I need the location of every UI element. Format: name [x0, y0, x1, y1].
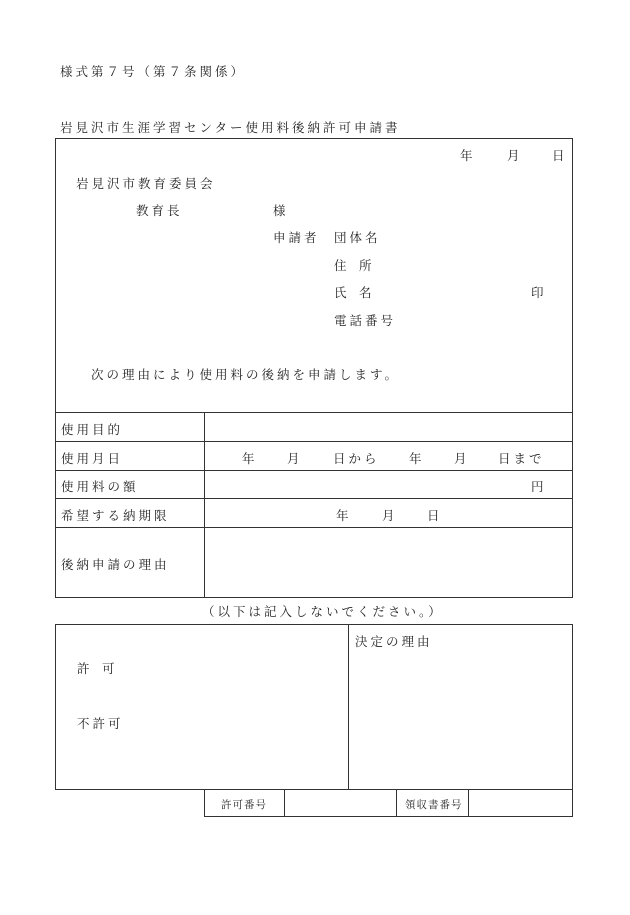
row-reason-label: 後納申請の理由	[61, 557, 170, 572]
row-deadline-label: 希望する納期限	[61, 508, 170, 523]
fee-unit: 円	[531, 479, 544, 494]
page-title: 岩見沢市生涯学習センター使用料後納許可申請書	[60, 120, 401, 135]
date-year-label: 年	[460, 148, 473, 163]
row-usage-date-label: 使用月日	[61, 451, 124, 466]
deadline-day: 日	[427, 508, 440, 523]
decision-reason-label: 決定の理由	[355, 634, 433, 649]
applicant-label: 申請者	[273, 230, 320, 245]
phone-label: 電話番号	[334, 313, 397, 328]
seal-mark: 印	[531, 285, 544, 300]
name-label: 氏 名	[334, 285, 372, 300]
usage-to: 日まで	[498, 451, 545, 466]
addressee-org: 岩見沢市教育委員会	[76, 176, 216, 191]
address-label: 住 所	[334, 258, 372, 273]
addressee-honorific: 様	[273, 203, 286, 218]
decision-box	[55, 624, 573, 790]
date-month-label: 月	[507, 148, 520, 163]
office-use-note: （以下は記入しないでください。）	[202, 604, 444, 619]
receipt-number-label: 領収書番号	[405, 799, 463, 811]
usage-month2: 月	[454, 451, 467, 466]
addressee-position: 教育長	[136, 203, 183, 218]
usage-year: 年	[242, 451, 255, 466]
date-day-label: 日	[552, 148, 565, 163]
row-purpose-label: 使用目的	[61, 422, 124, 437]
usage-month: 月	[287, 451, 300, 466]
deadline-year: 年	[336, 508, 349, 523]
approve-label: 許 可	[77, 661, 115, 676]
permit-number-label: 許可番号	[221, 799, 267, 811]
usage-year2: 年	[409, 451, 422, 466]
deadline-month: 月	[382, 508, 395, 523]
statement-text: 次の理由により使用料の後納を申請します。	[91, 367, 401, 382]
row-fee-label: 使用料の額	[61, 479, 139, 494]
form-number: 様式第７号（第７条関係）	[60, 64, 247, 79]
group-name-label: 団体名	[334, 230, 381, 245]
usage-from: 日から	[333, 451, 380, 466]
reject-label: 不許可	[77, 716, 124, 731]
